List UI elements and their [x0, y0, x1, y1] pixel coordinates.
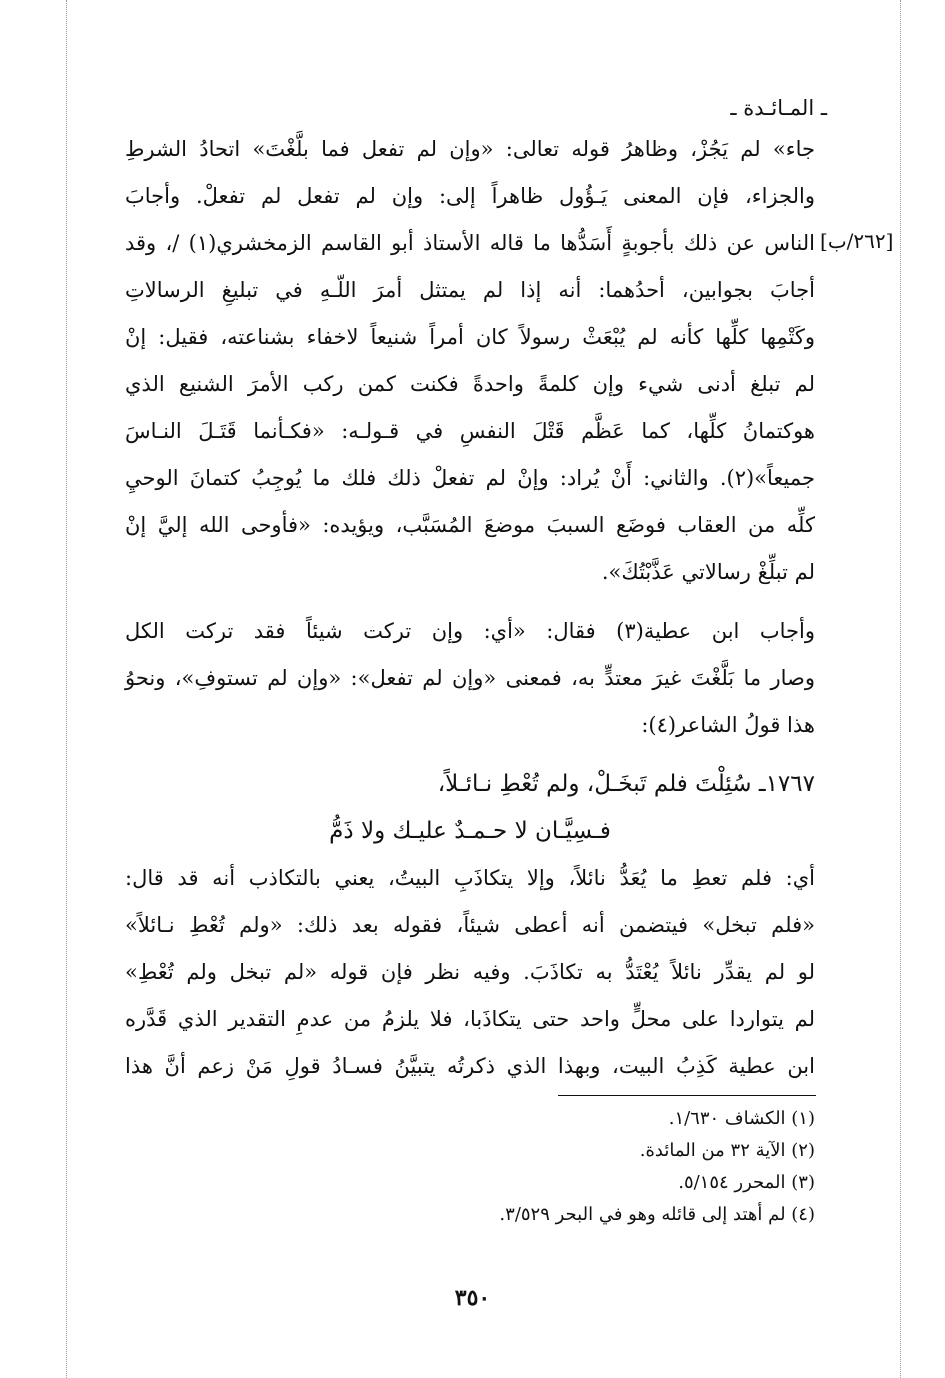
page-number: ٣٥٠: [454, 1285, 491, 1311]
text-line: لم تبلغ أدنى شيء وإن كلمةً واحدةً فكنت كمن ركب الأمرَ الشنيع الذي: [125, 372, 815, 396]
text-line: هوكتمانُ كلِّها، كما عَظَّم قَتْلَ النفسِ في قـولـه: «فكـأنما قَتَـلَ النـاسَ: [125, 419, 815, 443]
paragraph-gap: [125, 596, 815, 608]
text-line: أجابَ بجوابين، أحدُهما: أنه إذا لم يمتثل أمرَ اللّـهِ في تبليغِ الرسالاتِ: [125, 278, 815, 302]
footnotes: [125, 1103, 815, 1231]
footnote: (٣) المحرر ٥/١٥٤.: [678, 1172, 815, 1193]
footnote: (٤) لم أهتد إلى قائله وهو في البحر ٣/٥٢٩.: [499, 1204, 815, 1225]
margin-manuscript-ref: [٢٦٢/ب]: [820, 229, 894, 253]
text-line: وأجاب ابن عطية(٣) فقال: «أي: وإن تركت شيئاً فقد تركت الكل: [125, 619, 815, 643]
text-line: والجزاء، فإن المعنى يَـؤُول ظاهراً إلى: وإن لم تفعل لم تفعلْ. وأجابَ: [125, 184, 815, 208]
verse-line-1: ١٧٦٧ـ سُئِلْتَ فلم تَبخَـلْ، ولم تُعْطِ نـائـلاً،: [437, 771, 815, 797]
text-line: وصار ما بَلَّغْتَ غيرَ معتدٍّ به، فمعنى «وإن لم تفعل»: «وإن لم تستوفِ»، ونحوُ: [125, 666, 815, 690]
footnote: (١) الكشاف ١/٦٣٠.: [668, 1108, 815, 1129]
text-line: ابن عطية كَذِبُ البيت، وبهذا الذي ذكرتُه يتبيَّنُ فسـادُ قولِ مَنْ زعم أنَّ هذا: [125, 1054, 815, 1078]
scan-edge-left: [66, 0, 67, 1378]
paragraph-gap: [125, 749, 815, 761]
verse-line-2: فـسِيَّـان لا حـمـدٌ عليـك ولا ذَمُّ: [329, 818, 611, 844]
footnote: (٢) الآية ٣٢ من المائدة.: [639, 1140, 815, 1161]
text-line: الناس عن ذلك بأجوبةٍ أَسَدُّها ما قاله الأستاذ أبو القاسم الزمخشري(١) /، وقد: [125, 231, 815, 255]
text-line: جاء» لم يَجُزْ، وظاهرُ قوله تعالى: «وإن لم تفعل فما بلَّغْتَ» اتحادُ الشرطِ: [125, 137, 815, 161]
text-line: وكَتْمِها كلِّها كأنه لم يُبْعَثْ رسولاً كان أمراً شنيعاً لاخفاء بشناعته، فقيل: إنْ: [125, 325, 815, 349]
footnote-divider: [558, 1095, 816, 1096]
text-line: لم يتواردا على محلٍّ واحد حتى يتكاذَبا، فلا يلزمُ من عدمِ التقدير الذي قَدَّره: [125, 1007, 815, 1031]
text-line: أي: فلم تعطِ ما يُعَدُّ نائلاً، وإلا يتكاذَبِ البيتُ، يعني بالتكاذب أنه قد قال:: [125, 866, 815, 890]
text-line: جميعاً»(٢). والثاني: أَنْ يُراد: وإنْ لم تفعلْ ذلك فلك ما يُوجِبُ كتمانَ الوحيِ: [125, 466, 815, 490]
main-text: [125, 126, 815, 1090]
text-line: «فلم تبخل» فيتضمن أنه أعطى شيئاً، فقوله بعد ذلك: «ولم تُعْطِ نـائلاً»: [125, 913, 815, 937]
text-line: كلِّه من العقاب فوضَع السببَ موضعَ المُسَبَّب، ويؤيده: «فأوحى الله إليَّ إنْ: [125, 513, 815, 537]
text-line: هذا قولُ الشاعر(٤):: [641, 713, 815, 737]
text-line: لم تبلِّغْ رسالاتي عَذَّبْتُكَ».: [601, 560, 815, 584]
scan-edge-right: [900, 0, 901, 1378]
running-header: ـ المـائـدة ـ: [730, 96, 827, 120]
text-line: لو لم يقدِّر نائلاً يُعْتَدُّ به تكاذَبَ. وفيه نظر فإن قوله «لم تبخل ولم تُعْطِ»: [125, 960, 815, 984]
